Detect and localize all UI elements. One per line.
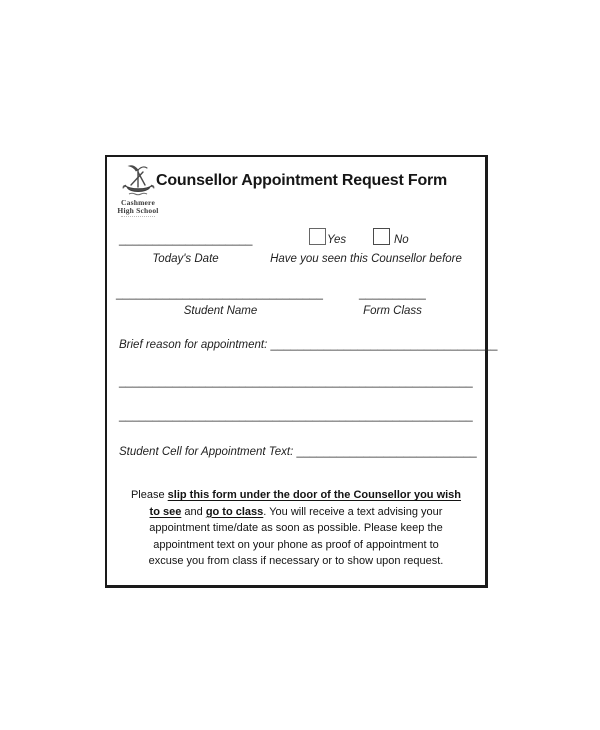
instructions-bold-phrase-2: to see — [149, 505, 182, 518]
reason-label: Brief reason for appointment: — [119, 339, 268, 351]
school-motto-smudge — [121, 216, 155, 217]
reason-row — [119, 338, 497, 352]
form-class-blank-line: __________ — [359, 286, 426, 300]
cell-text-blank-line: ___________________________ — [296, 444, 477, 458]
appointment-request-form — [105, 155, 498, 588]
reason-blank-line: __________________________________ — [270, 337, 498, 351]
todays-date-caption: Today's Date — [152, 253, 219, 265]
student-name-caption: Student Name — [183, 305, 258, 317]
yes-checkbox[interactable] — [309, 228, 326, 245]
instructions-line-2: to see and go to class. You will receive a text advising your — [149, 505, 443, 518]
seen-before-caption: Have you seen this Counsellor before — [270, 253, 462, 265]
form-class-caption: Form Class — [363, 305, 422, 317]
yes-checkbox-label: Yes — [327, 234, 347, 246]
instructions-bold-phrase-1: slip this form under the door of the Counsellor you wish — [167, 489, 462, 501]
todays-date-blank-line: ____________________ — [119, 232, 253, 246]
reason-blank-line-2: _____________________________________________________ — [119, 374, 473, 388]
no-checkbox-label: No — [394, 234, 409, 246]
form-title: Counsellor Appointment Request Form — [156, 172, 448, 189]
instructions-line-5: excuse you from class if necessary or to show upon request. — [148, 555, 444, 567]
cell-text-label: Student Cell for Appointment Text: — [119, 446, 294, 458]
instructions-line-3: appointment time/date as soon as possible. Please keep the — [149, 522, 443, 534]
school-name-line1: Cashmere — [121, 198, 155, 207]
instructions-line-4: appointment text on your phone as proof of appointment to — [153, 538, 439, 551]
school-name-line2: High School — [117, 205, 159, 215]
reason-blank-line-3: _____________________________________________________ — [119, 408, 473, 422]
instructions-paragraph — [115, 487, 477, 570]
student-name-blank-line: _______________________________ — [116, 286, 323, 300]
no-checkbox[interactable] — [373, 228, 390, 245]
cell-text-row — [119, 445, 477, 459]
instructions-bold-phrase-3: go to class — [205, 505, 264, 518]
instructions-line-1: Please slip this form under the door of the Counsellor you wish — [130, 489, 462, 501]
